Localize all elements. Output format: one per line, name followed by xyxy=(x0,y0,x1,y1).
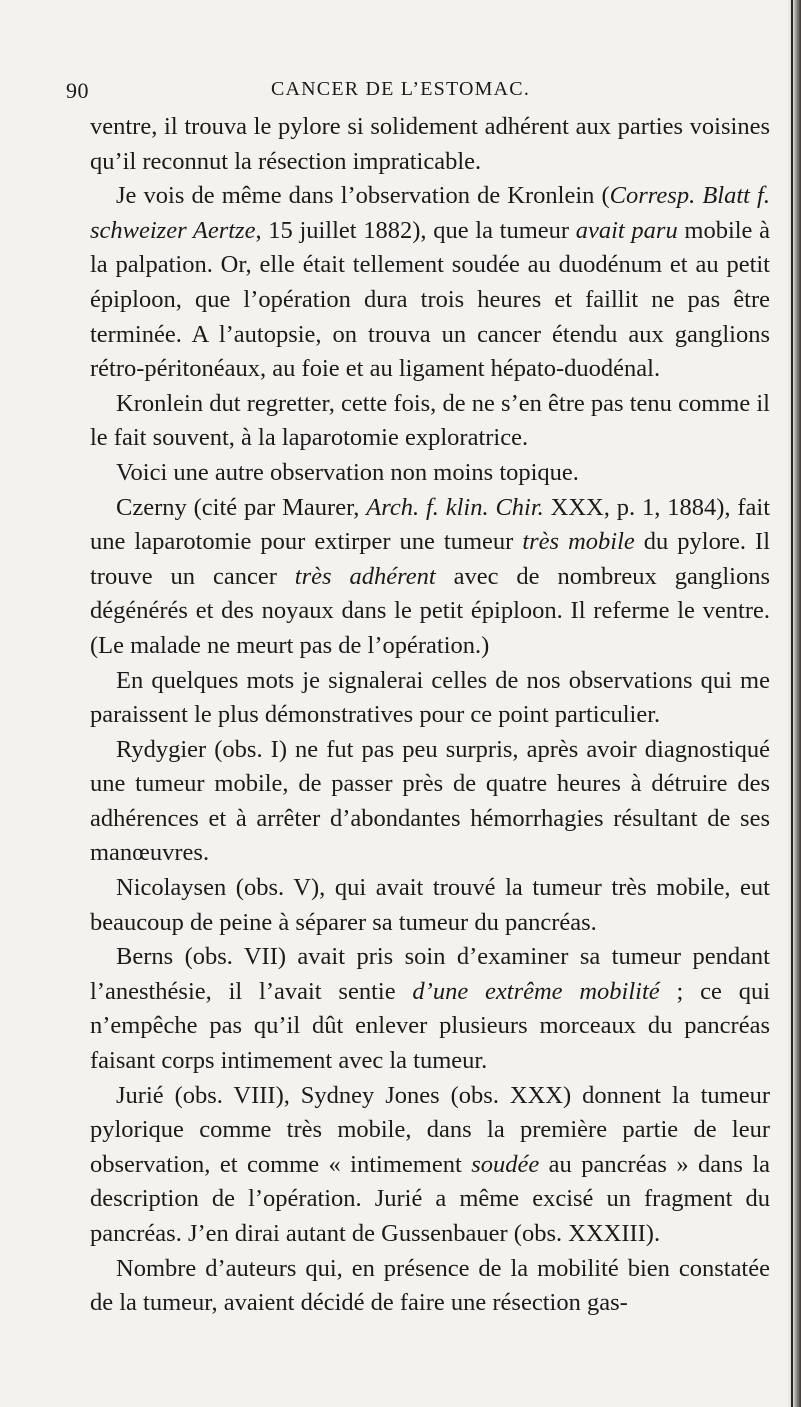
italic-text: Corresp. Blatt f. schweizer Aertze xyxy=(90,182,770,244)
paragraph xyxy=(90,456,770,491)
text-run: ventre, il trouva le pylore si solidement adhérent aux parties voisines qu’il reconnut la résection impraticable. xyxy=(90,113,770,175)
page-number: 90 xyxy=(66,78,89,103)
italic-text: d’une extrême mobilité xyxy=(412,977,660,1005)
text-run: ; ce qui n’empêche pas qu’il dût enlever plusieurs morceaux du pancréas faisant corps intimement avec la tumeur. xyxy=(90,977,771,1075)
text-run: Berns (obs. VII) avait pris soin d’examiner sa tumeur pendant l’anesthésie, il l’avait sentie xyxy=(90,943,770,1005)
paragraph xyxy=(90,664,770,733)
text-run: Je vois de même dans l’observation de Kronlein ( xyxy=(116,182,610,210)
paragraph xyxy=(90,1079,770,1252)
italic-text: avait paru xyxy=(575,216,678,244)
text-run: du pylore. Il trouve un cancer xyxy=(90,528,770,590)
text-run: XXX, p. 1, 1884), fait une laparotomie pour extirper une tumeur xyxy=(90,493,771,556)
italic-text: soudée xyxy=(471,1150,540,1178)
text-run: Voici une autre observation non moins topique. xyxy=(116,458,579,486)
text-run: Nombre d’auteurs qui, en présence de la mobilité bien constatée de la tumeur, avaient décidé de faire une résection gas- xyxy=(90,1254,770,1317)
text-run: Czerny (cité par Maurer, xyxy=(116,493,367,521)
paragraph xyxy=(90,179,770,387)
paragraph xyxy=(90,733,770,871)
paragraph xyxy=(90,940,770,1078)
text-run: , 15 juillet 1882), que la tumeur xyxy=(255,216,576,244)
paragraph xyxy=(90,491,770,664)
text-run: Kronlein dut regretter, cette fois, de ne s’en être pas tenu comme il le fait souvent, à la laparotomie exploratrice. xyxy=(90,389,770,452)
paragraph xyxy=(90,1252,770,1321)
text-run: mobile à la palpation. Or, elle était tellement soudée au duodénum et au petit épiploon, que l’opération dura trois heures et faillit ne pas être terminée. A l’autopsie, on trouva un cancer étendu aux ganglions rétro-péritonéaux, au foie et au ligament hépato-duodénal. xyxy=(90,216,770,383)
paragraph xyxy=(90,110,770,179)
italic-text: très mobile xyxy=(522,528,635,556)
text-run: En quelques mots je signalerai celles de nos observations qui me paraissent le plus démonstratives pour ce point particulier. xyxy=(90,666,770,729)
text-run: au pancréas » dans la description de l’opération. Jurié a même excisé un fragment du pancréas. J’en dirai autant de Gussenbauer (obs. XXXIII). xyxy=(90,1150,770,1247)
italic-text: très adhérent xyxy=(294,562,436,590)
page-edge-shadow xyxy=(787,0,801,1407)
text-run: Jurié (obs. VIII), Sydney Jones (obs. XXX) donnent la tumeur pylorique comme très mobile, dans la première partie de leur observation, et comme « intimement xyxy=(90,1081,770,1178)
body-text xyxy=(90,110,770,1321)
paragraph xyxy=(90,871,770,940)
running-title: CANCER DE L’ESTOMAC. xyxy=(270,78,531,100)
italic-text: Arch. f. klin. Chir. xyxy=(366,493,544,521)
page-header xyxy=(0,78,801,108)
text-run: Rydygier (obs. I) ne fut pas peu surpris, après avoir diagnostiqué une tumeur mobile, de passer près de quatre heures à détruire des adhérences et à arrêter d’abondantes hémorrhagies résultant de ses manœuvres. xyxy=(90,735,770,867)
paragraph xyxy=(90,387,770,456)
text-run: Nicolaysen (obs. V), qui avait trouvé la tumeur très mobile, eut beaucoup de peine à séparer sa tumeur du pancréas. xyxy=(90,874,770,936)
page-edge-line xyxy=(791,0,793,1407)
text-run: avec de nombreux ganglions dégénérés et des noyaux dans le petit épiploon. Il referme le ventre. (Le malade ne meurt pas de l’opération.) xyxy=(90,562,771,659)
